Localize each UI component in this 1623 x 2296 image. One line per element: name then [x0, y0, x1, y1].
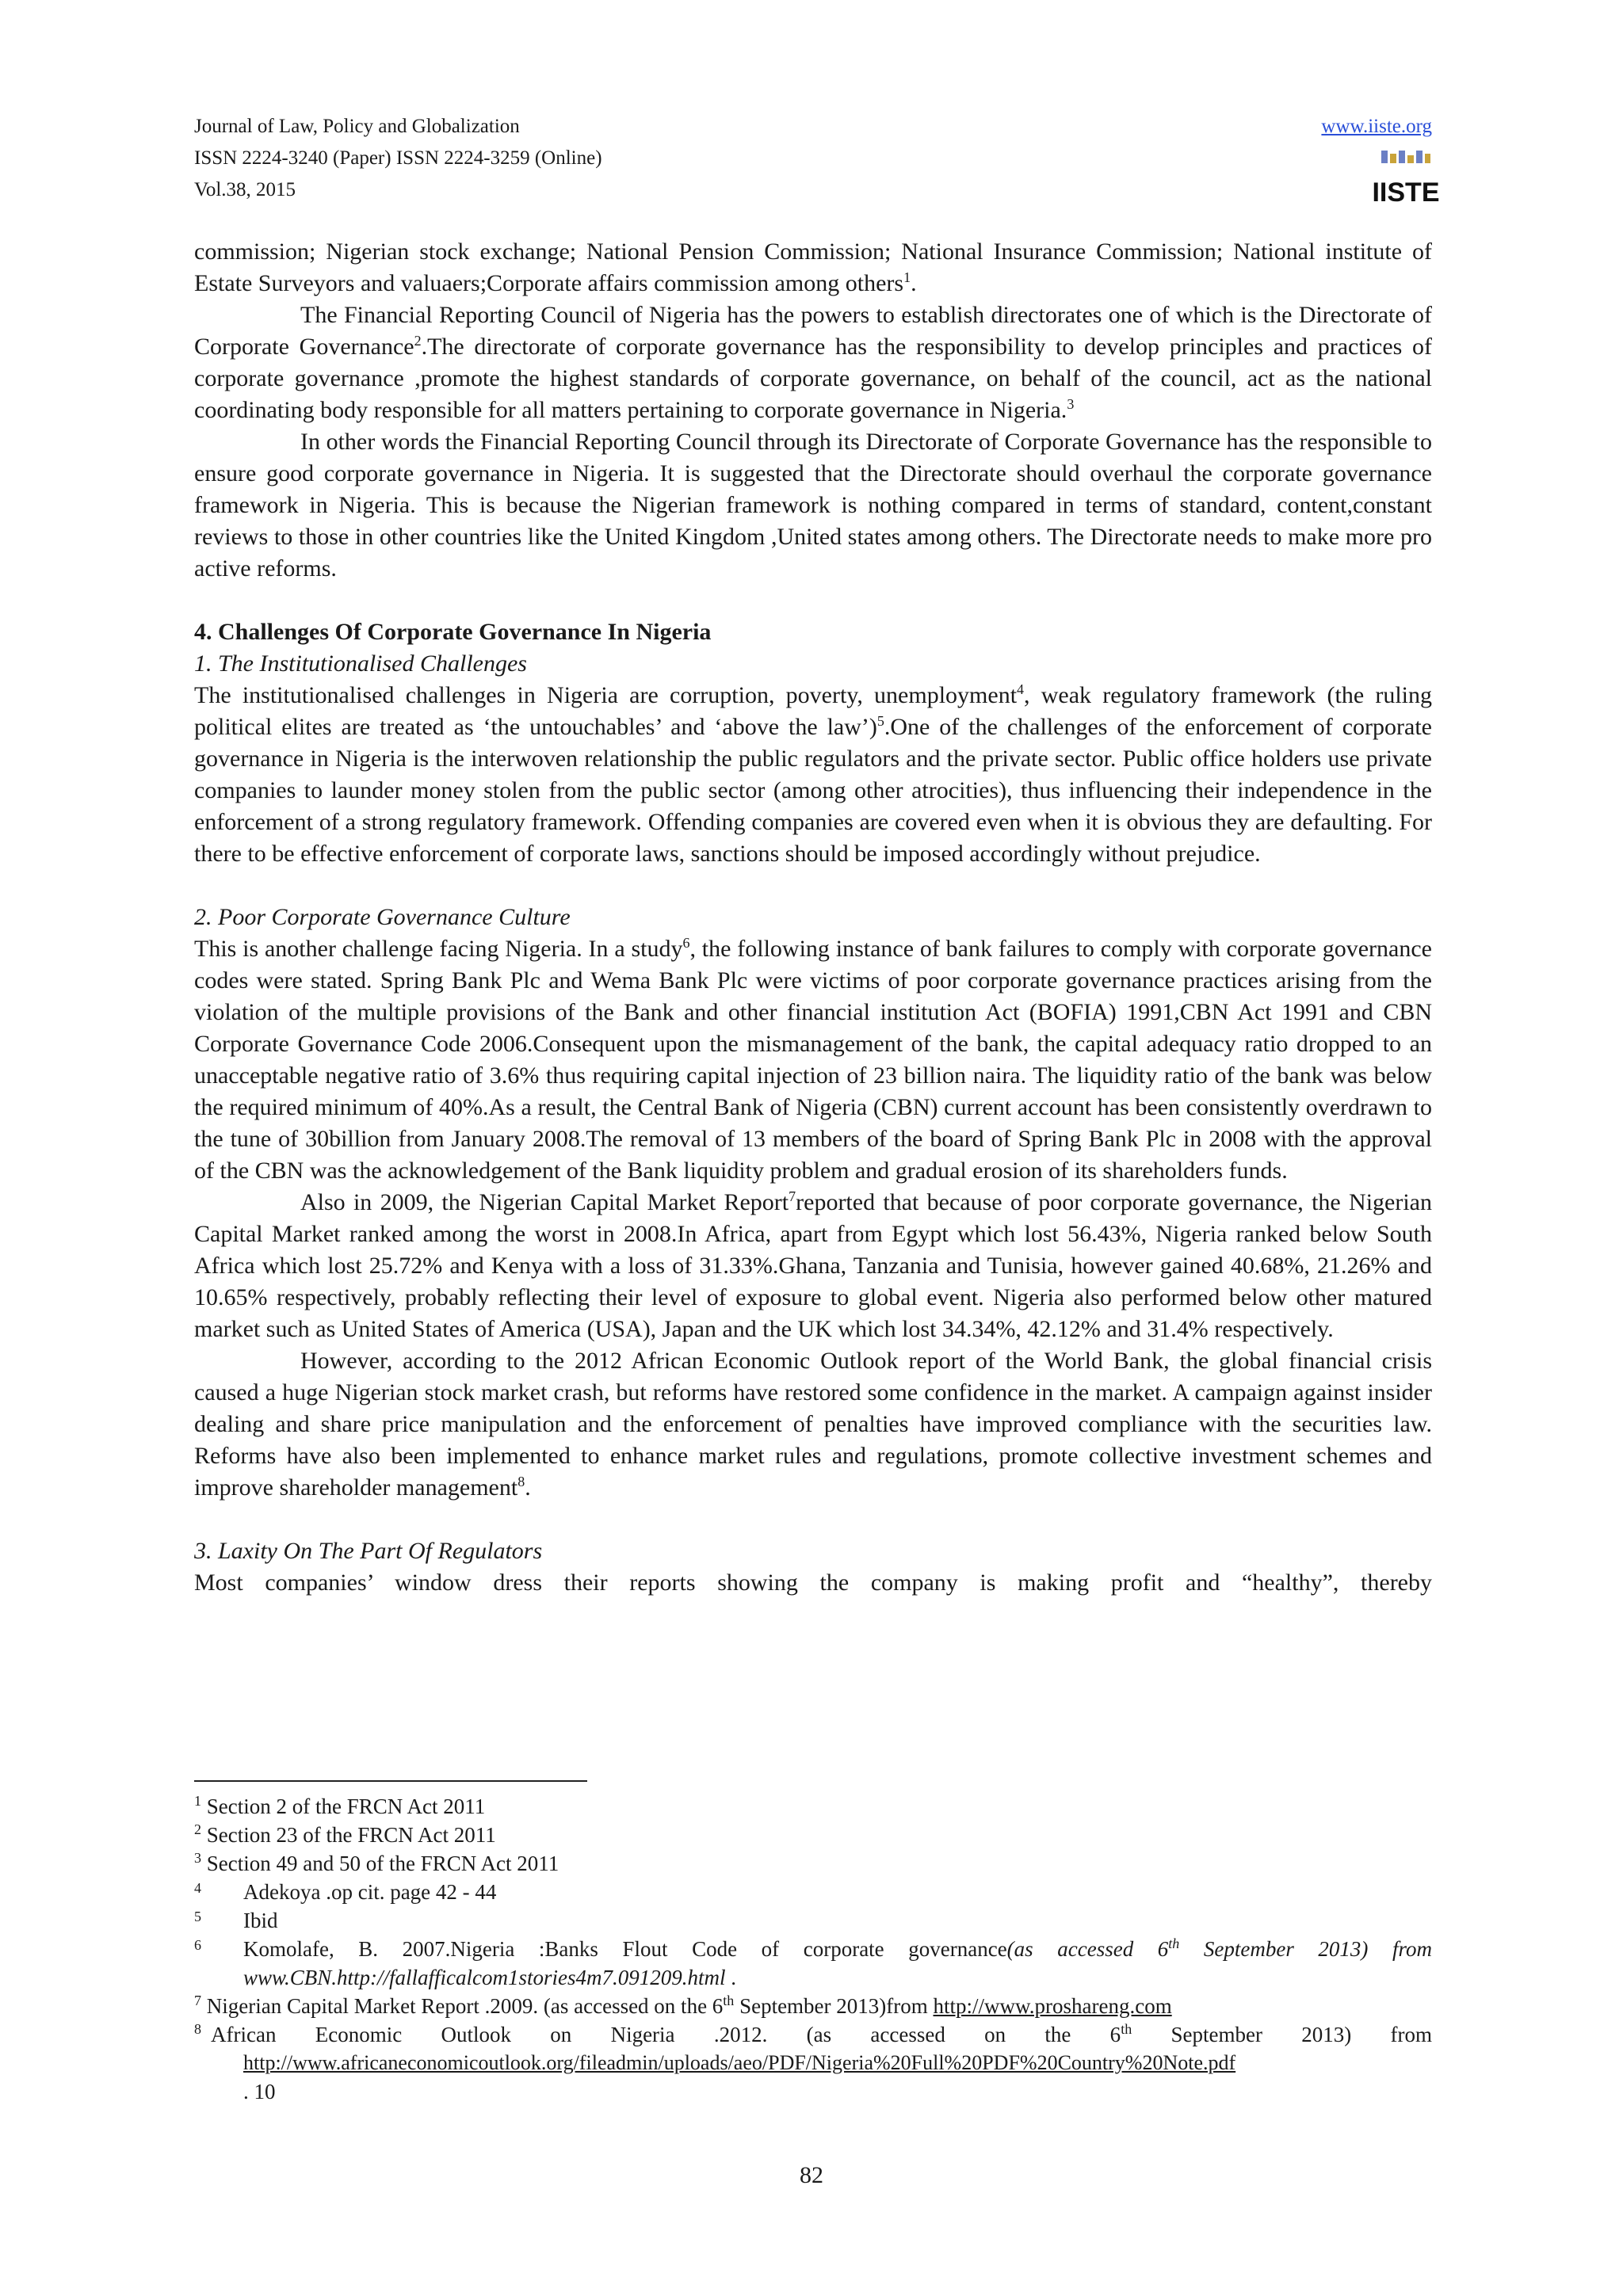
- africaneconomicoutlook-link[interactable]: http://www.africaneconomicoutlook.org/fileadmin/uploads/aeo/PDF/Nigeria%20Full%20PDF%20Country%20Note.pdf: [243, 2051, 1236, 2074]
- paragraph-1: commission; Nigerian stock exchange; National Pension Commission; National Insurance Commission; National institute of Estate Surveyors and valuaers;Corporate affairs commission among others$^1$.: [194, 238, 1432, 296]
- footnote-1: $^1$ Section 2 of the FRCN Act 2011: [194, 1793, 486, 1818]
- footnote-ref-8[interactable]: 8: [517, 1474, 525, 1489]
- subheading-2: 2. Poor Corporate Governance Culture: [194, 904, 571, 930]
- paragraph-6: Also in 2009, the Nigerian Capital Market Report$^7$reported that because of poor corporate governance, the Nigerian Capital Market ranked among the worst in 2008.In Africa, apart from Egypt which lost 56.43%, Nigeria ranked below South Africa which lost 25.72% and Kenya with a loss of 31.33%.Ghana, Tanzania and Tunisia, however gained 40.68%, 21.26% and 10.65% respectively, probably reflecting their level of exposure to global event. Nigeria also performed below other matured market such as United States of America (USA), Japan and the UK which lost 34.34%, 42.12% and 31.4% respectively.: [194, 1188, 1433, 1342]
- paragraph-8: Most companies’ window dress their reports showing the company is making profit and “healthy”, thereby: [194, 1569, 1432, 1596]
- proshare-link[interactable]: http://www.proshareng.com: [933, 1994, 1172, 2018]
- paragraph-7: However, according to the 2012 African Economic Outlook report of the World Bank, the global financial crisis caused a huge Nigerian stock market crash, but reforms have restored some confidence in the market. A campaign against insider dealing and share price manipulation and the enforcement of penalties have improved compliance with the securities law. Reforms have also been implemented to enhance market rules and regulations, promote collective investment schemes and improve shareholder management$^8$.: [194, 1348, 1432, 1501]
- page-header: [194, 111, 1440, 214]
- footnote-ref-7[interactable]: 7: [789, 1188, 796, 1204]
- footnote-8: $^8$ African Economic Outlook on Nigeria .2012. (as accessed on the 6th September 2013) from: [194, 2021, 1433, 2046]
- subheading-3: 3. Laxity On The Part Of Regulators: [194, 1538, 543, 1564]
- footnote-6: 6 Komolafe, B. 2007.Nigeria :Banks Flout Code of corporate governance(as accessed 6th September 2013) from www.CBN.http://fallafficalcom1stories4m7.091209.html .: [194, 1936, 1432, 1989]
- page-number: 82: [800, 2162, 823, 2188]
- footnote-8-tail: . 10: [243, 2080, 276, 2103]
- footnote-ref-1[interactable]: 1: [903, 269, 911, 285]
- section-heading: 4. Challenges Of Corporate Governance In Nigeria: [194, 619, 712, 645]
- footnote-ref-5[interactable]: 5: [876, 713, 884, 729]
- paragraph-5: This is another challenge facing Nigeria. In a study$^6$, the following instance of bank failures to comply with corporate governance codes were stated. Spring Bank Plc and Wema Bank Plc were victims of poor corporate governance practices arising from the violation of the multiple provisions of the Bank and other financial institution Act (BOFIA) 1991,CBN Act 1991 and CBN Corporate Governance Code 2006.Consequent upon the mismanagement of the bank, the capital adequacy ratio dropped to an unacceptable negative ratio of 3.6% thus requiring capital injection of 23 billion naira. The liquidity ratio of the bank was below the required minimum of 40%.As a result, the Central Bank of Nigeria (CBN) current account has been consistently overdrawn to the tune of 30billion from January 2008.The removal of 13 members of the board of Spring Bank Plc in 2008 with the approval of the CBN was the acknowledgement of the Bank liquidity problem and gradual erosion of its shareholders funds.: [194, 935, 1432, 1184]
- footnote-2: $^2$ Section 23 of the FRCN Act 2011: [194, 1821, 496, 1847]
- footnote-7: $^7$ Nigerian Capital Market Report .2009. (as accessed on the 6th September 2013)from http://www.proshareng.com: [194, 1993, 1172, 2018]
- footnote-ref-3[interactable]: 3: [1067, 396, 1075, 412]
- footnote-4: 4 Adekoya .op cit. page 42 - 44: [194, 1880, 497, 1904]
- volume-line: Vol.38, 2015: [194, 179, 296, 200]
- paragraph-4: The institutionalised challenges in Nigeria are corruption, poverty, unemployment$^4$, weak regulatory framework (the ruling political elites are treated as ‘the untouchables’ and ‘above the law’)$^5$.One of the challenges of the enforcement of corporate governance in Nigeria is the interwoven relationship the public regulators and the private sector. Public office holders use private companies to launder money stolen from the public sector (among other atrocities), thus influencing their independence in the enforcement of a strong regulatory framework. Offending companies are covered even when it is obvious they are defaulting. For there to be effective enforcement of corporate laws, sanctions should be imposed accordingly without prejudice.: [194, 681, 1432, 867]
- iiste-logo: [1372, 149, 1440, 208]
- journal-title: Journal of Law, Policy and Globalization: [194, 116, 520, 137]
- journal-website-link[interactable]: www.iiste.org: [1321, 116, 1432, 137]
- footnote-divider: [194, 1780, 587, 1782]
- paragraph-2: The Financial Reporting Council of Nigeria has the powers to establish directorates one of which is the Directorate of Corporate Governance$^2$.The directorate of corporate governance has the responsibility to develop principles and practices of corporate governance ,promote the highest standards of corporate governance, on behalf of the council, act as the national coordinating body responsible for all matters pertaining to corporate governance in Nigeria.$^3$: [194, 302, 1432, 423]
- subheading-1: 1. The Institutionalised Challenges: [194, 650, 527, 677]
- footnote-ref-2[interactable]: 2: [414, 333, 422, 349]
- footnote-3: $^3$ Section 49 and 50 of the FRCN Act 2011: [194, 1850, 559, 1875]
- issn-line: ISSN 2224-3240 (Paper) ISSN 2224-3259 (Online): [194, 147, 602, 169]
- footnote-ref-6[interactable]: 6: [682, 935, 690, 951]
- article-body: [194, 236, 1432, 1599]
- footnote-ref-4[interactable]: 4: [1017, 681, 1025, 697]
- footnote-8-link-line: [194, 2049, 1432, 2077]
- footnote-5: 5 Ibid: [194, 1909, 278, 1932]
- footnotes: [194, 1792, 1432, 2106]
- logo-text: IISTE: [1372, 177, 1440, 208]
- paragraph-3: In other words the Financial Reporting Council through its Directorate of Corporate Governance has the responsible to ensure good corporate governance in Nigeria. It is suggested that the Directorate should overhaul the corporate governance framework in Nigeria. This is because the Nigerian framework is nothing compared in terms of standard, content,constant reviews to those in other countries like the United Kingdom ,United states among others. The Directorate needs to make more pro active reforms.: [194, 429, 1432, 582]
